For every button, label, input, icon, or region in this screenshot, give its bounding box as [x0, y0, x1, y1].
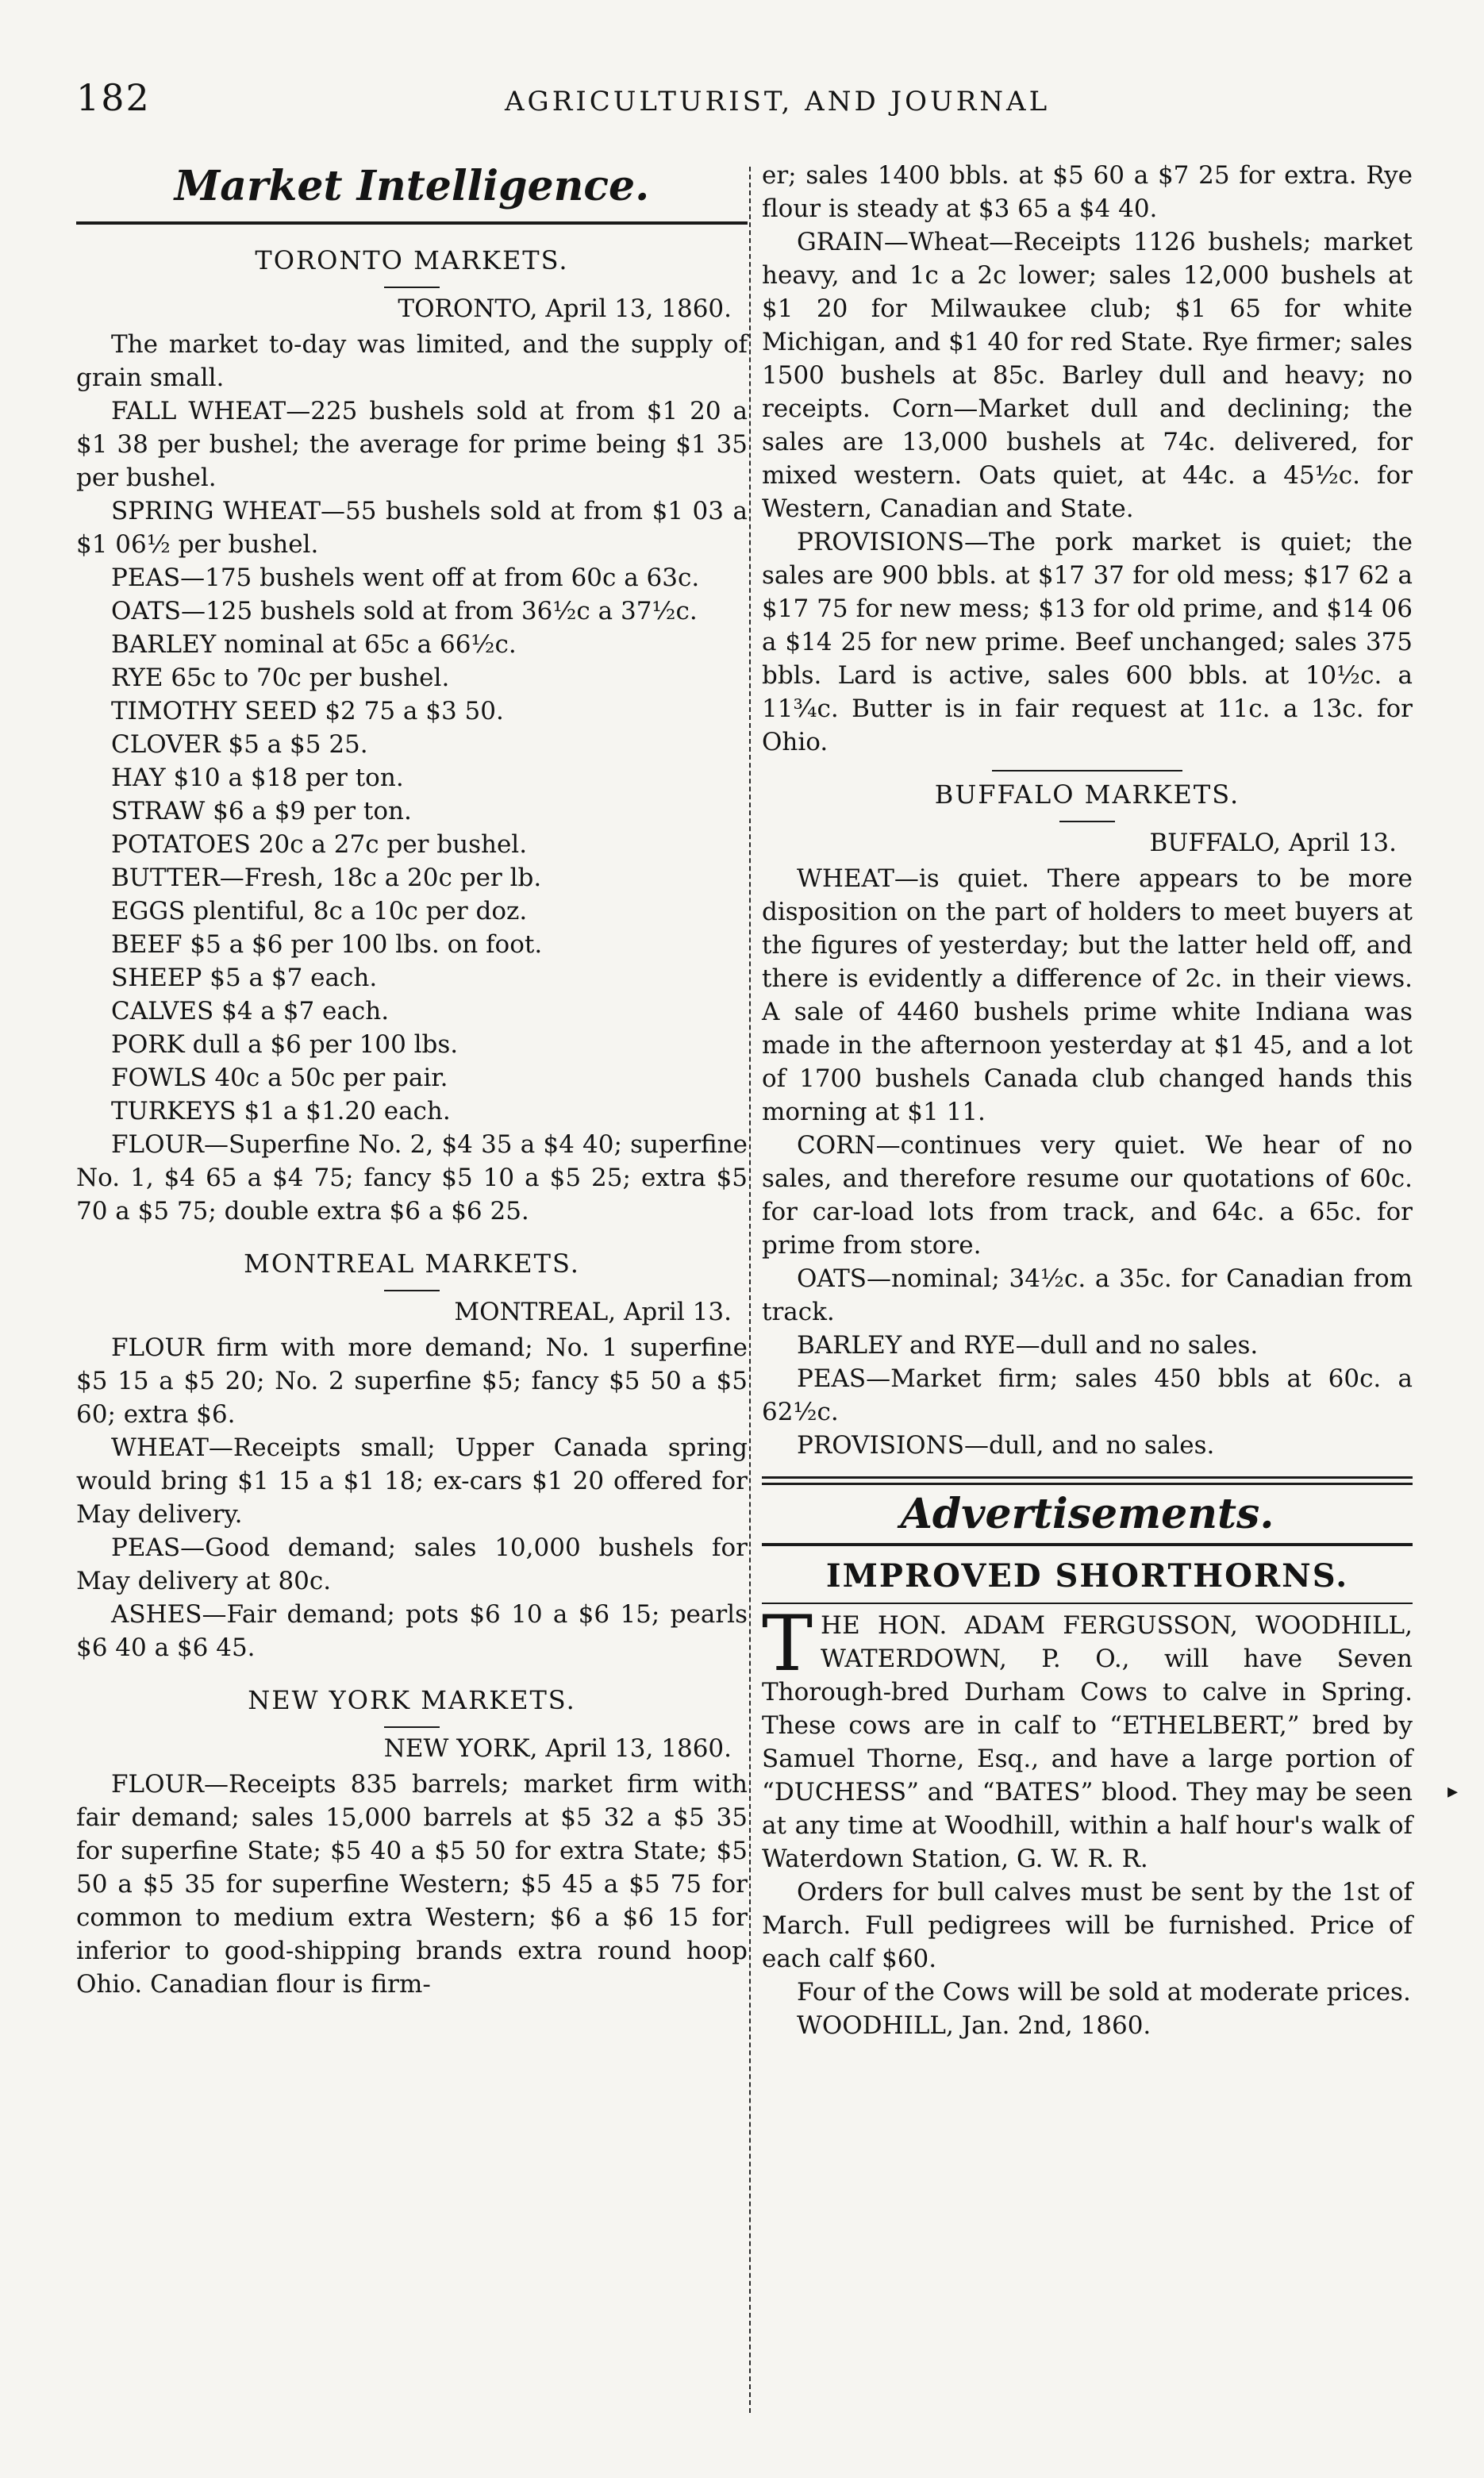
advertisements-heading: Advertisements. — [900, 1490, 1274, 1538]
market-item: STRAW $6 a $9 per ton. — [111, 797, 412, 825]
market-item: ASHES—Fair demand; pots $6 10 a $6 15; pearls $6 40 a $6 45. — [76, 1600, 748, 1662]
running-head: AGRICULTURIST, AND JOURNAL — [505, 86, 1051, 117]
market-item: WHEAT—is quiet. There appears to be more disposition on the part of holders to meet buyers at the figures of yesterday; but the latter held off, and there is evidently a difference of 2c. in their views. A sale of 4460 bushels prime white Indiana was made in the afternoon yesterday at $1 45, and a lot of 1700 bushels Canada club changed hands this morning at $1 11. — [762, 864, 1413, 1126]
market-item: CORN—continues very quiet. We hear of no sales, and therefore resume our quotations of 60c. for car-load lots from track, and 64c. a 65c. for prime from store. — [762, 1131, 1413, 1260]
market-item: OATS—125 bushels sold at from 36½c a 37½c. — [111, 597, 698, 625]
heading-rule — [76, 221, 748, 225]
market-item: BEEF $5 a $6 per 100 lbs. on foot. — [111, 930, 543, 959]
market-item: CLOVER $5 a $5 25. — [111, 730, 368, 759]
left-column — [76, 159, 748, 2001]
newyork-title: NEW YORK MARKETS. — [248, 1685, 576, 1715]
toronto-intro: The market to-day was limited, and the supply of grain small. — [76, 330, 748, 392]
market-item: TIMOTHY SEED $2 75 a $3 50. — [111, 697, 504, 725]
montreal-title: MONTREAL MARKETS. — [244, 1249, 580, 1279]
page-number: 182 — [76, 76, 151, 119]
market-item: SHEEP $5 a $7 each. — [111, 964, 378, 992]
newyork-continuation: er; sales 1400 bbls. at $5 60 a $7 25 for extra. Rye flour is steady at $3 65 a $4 40. — [762, 161, 1413, 223]
right-column — [762, 159, 1413, 2042]
toronto-dateline: TORONTO, April 13, 1860. — [398, 294, 732, 323]
market-item: FLOUR—Superfine No. 2, $4 35 a $4 40; superfine No. 1, $4 65 a $4 75; fancy $5 10 a $5 25; extra $5 70 a $5 75; double extra $6 a $6 25. — [76, 1130, 748, 1226]
ads-top-rule — [762, 1476, 1413, 1485]
ad-signature: WOODHILL, Jan. 2nd, 1860. — [797, 2011, 1151, 2040]
market-item: BUTTER—Fresh, 18c a 20c per lb. — [111, 864, 542, 892]
short-rule — [384, 1290, 440, 1291]
market-item: FOWLS 40c a 50c per pair. — [111, 1064, 448, 1092]
ad-body-text: HE HON. ADAM FERGUSSON, WOODHILL, WATERDOWN, P. O., will have Seven Thorough-bred Durham Cows to calve in Spring. These cows are in calf to “ETHELBERT,” bred by Samuel Thorne, Esq., and have a large portion of “DUCHESS” and “BATES” blood. They may be seen at any time at Woodhill, within a half hour's walk of Waterdown Station, G. W. R. R. — [762, 1611, 1413, 1873]
market-item: HAY $10 a $18 per ton. — [111, 764, 404, 792]
market-item: OATS—nominal; 34½c. a 35c. for Canadian from track. — [762, 1264, 1413, 1326]
market-item: FLOUR—Receipts 835 barrels; market firm with fair demand; sales 15,000 barrels at $5 32 a $5 35 for superfine State; $5 40 a $5 50 for extra State; $5 50 a $5 35 for superfine Western; $5 45 a $5 75 for common to medium extra Western; $6 a $6 15 for inferior to good-shipping brands extra round hoop Ohio. Canadian flour is firm- — [76, 1770, 748, 1999]
column-divider — [749, 167, 751, 2413]
market-item: PEAS—Good demand; sales 10,000 bushels for May delivery at 80c. — [76, 1533, 748, 1595]
short-rule — [384, 287, 440, 288]
market-item: GRAIN—Wheat—Receipts 1126 bushels; market heavy, and 1c a 2c lower; sales 12,000 bushels at $1 20 for Milwaukee club; $1 65 for white Michigan, and $1 40 for red State. Rye firmer; sales 1500 bushels at 85c. Barley dull and heavy; no receipts. Corn—Market dull and declining; the sales are 13,000 bushels at 74c. delivered, for mixed western. Oats quiet, at 44c. a 45½c. for Western, Canadian and State. — [762, 228, 1413, 523]
market-item: WHEAT—Receipts small; Upper Canada spring would bring $1 15 a $1 18; ex-cars $1 20 offered for May delivery. — [76, 1433, 748, 1529]
page-header — [76, 76, 1425, 132]
section-heading-market-intelligence: Market Intelligence. — [174, 162, 650, 210]
newyork-dateline: NEW YORK, April 13, 1860. — [383, 1734, 732, 1763]
market-item: PROVISIONS—dull, and no sales. — [797, 1431, 1215, 1460]
buffalo-title: BUFFALO MARKETS. — [934, 779, 1240, 810]
market-item: PORK dull a $6 per 100 lbs. — [111, 1030, 459, 1059]
market-item: PEAS—175 bushels went off at from 60c a 63c. — [111, 564, 700, 592]
market-item: BARLEY nominal at 65c a 66½c. — [111, 630, 517, 659]
buffalo-dateline: BUFFALO, April 13. — [1149, 829, 1397, 857]
market-item: SPRING WHEAT—55 bushels sold at from $1 03 a $1 06½ per bushel. — [76, 497, 748, 559]
market-item: EGGS plentiful, 8c a 10c per doz. — [111, 897, 528, 925]
ads-heading-rule — [762, 1543, 1413, 1546]
margin-arrow-icon: ▸ — [1447, 1780, 1459, 1803]
montreal-dateline: MONTREAL, April 13. — [454, 1298, 732, 1326]
market-item: BARLEY and RYE—dull and no sales. — [797, 1331, 1259, 1360]
ad-body — [762, 1599, 1413, 1876]
market-item: FALL WHEAT—225 bushels sold at from $1 20 a $1 38 per bushel; the average for prime being $1 35 per bushel. — [76, 397, 748, 492]
market-item: RYE 65c to 70c per bushel. — [111, 664, 450, 692]
market-item: PROVISIONS—The pork market is quiet; the sales are 900 bbls. at $17 37 for old mess; $17 62 a $17 75 for new mess; $13 for old prime, and $14 06 a $14 25 for new prime. Beef unchanged; sales 375 bbls. Lard is active, sales 600 bbls. at 10½c. a 11¾c. Butter is in fair request at 11c. a 13c. for Ohio. — [762, 528, 1413, 756]
toronto-items — [76, 394, 748, 1228]
ad-title-rule — [762, 1603, 1413, 1604]
market-item: POTATOES 20c a 27c per bushel. — [111, 830, 528, 859]
short-rule — [1059, 821, 1115, 822]
short-rule — [384, 1726, 440, 1728]
section-rule — [992, 770, 1182, 771]
market-item: FLOUR firm with more demand; No. 1 superfine $5 15 a $5 20; No. 2 superfine $5; fancy $5 50 a $5 60; extra $6. — [76, 1333, 748, 1429]
ad-orders: Orders for bull calves must be sent by the 1st of March. Full pedigrees will be furnished. Price of each calf $60. — [762, 1878, 1413, 1973]
ad-title: IMPROVED SHORTHORNS. — [825, 1557, 1349, 1595]
toronto-title: TORONTO MARKETS. — [255, 245, 569, 275]
market-item: PEAS—Market firm; sales 450 bbls at 60c. a 62½c. — [762, 1364, 1413, 1426]
market-item: TURKEYS $1 a $1.20 each. — [111, 1097, 451, 1125]
market-item: CALVES $4 a $7 each. — [111, 997, 390, 1025]
ad-sale: Four of the Cows will be sold at moderate prices. — [797, 1978, 1411, 2007]
drop-cap: T — [762, 1599, 813, 1688]
